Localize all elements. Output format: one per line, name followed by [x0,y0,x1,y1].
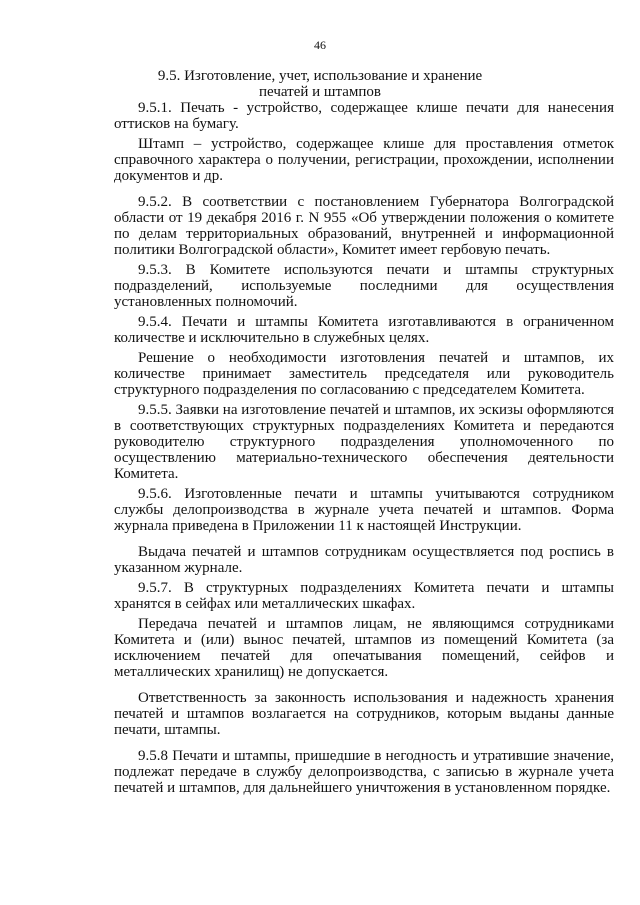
paragraph-9-5-2: 9.5.2. В соответствии с постановлением Губернатора Волгоградской области от 19 декабря 2016 г. N 955 «Об утверждении положения о комитете по делам территориальных образований, внутренней и информационной политики Волгоградской области», Комитет имеет гербовую печать. [114,194,614,258]
section-title-line-1: 9.5. Изготовление, учет, использование и хранение [157,68,483,84]
document-body [114,100,614,800]
paragraph-9-5-8: 9.5.8 Печати и штампы, пришедшие в негодность и утратившие значение, подлежат передаче в службу делопроизводства, с записью в журнале учета печатей и штампов, для дальнейшего уничтожения в установленном порядке. [114,748,614,796]
paragraph-9-5-3: 9.5.3. В Комитете используются печати и штампы структурных подразделений, используемые последними для осуществления установленных полномочий. [114,262,614,310]
paragraph-9-5-7: 9.5.7. В структурных подразделениях Комитета печати и штампы хранятся в сейфах или металлических шкафах. [114,580,614,612]
paragraph-transfer-prohibition: Передача печатей и штампов лицам, не являющимся сотрудниками Комитета и (или) вынос печатей, штампов из помещений Комитета (за исключением печатей для опечатывания помещений, сейфов и металлических хранилищ) не допускается. [114,616,614,680]
section-title [110,68,530,100]
paragraph-9-5-5: 9.5.5. Заявки на изготовление печатей и штампов, их эскизы оформляются в соответствующих структурных подразделениях Комитета и передаются руководителю структурного подразделения уполномоченного по осуществлению материально-технического обеспечения деятельности Комитета. [114,402,614,482]
paragraph-responsibility: Ответственность за законность использования и надежность хранения печатей и штампов возлагается на сотрудников, которым выданы данные печати, штампы. [114,690,614,738]
paragraph-decision: Решение о необходимости изготовления печатей и штампов, их количестве принимает заместитель председателя или руководитель структурного подразделения по согласованию с председателем Комитета. [114,350,614,398]
section-title-line-2: печатей и штампов [259,84,381,100]
paragraph-9-5-6: 9.5.6. Изготовленные печати и штампы учитываются сотрудником службы делопроизводства в журнале учета печатей и штампов. Форма журнала приведена в Приложении 11 к настоящей Инструкции. [114,486,614,534]
page-number: 46 [314,38,326,52]
paragraph-stamp-definition: Штамп – устройство, содержащее клише для проставления отметок справочного характера о получении, регистрации, прохождении, исполнении документов и др. [114,136,614,184]
paragraph-issuance: Выдача печатей и штампов сотрудникам осуществляется под роспись в указанном журнале. [114,544,614,576]
paragraph-9-5-4: 9.5.4. Печати и штампы Комитета изготавливаются в ограниченном количестве и исключительно в служебных целях. [114,314,614,346]
paragraph-9-5-1: 9.5.1. Печать - устройство, содержащее клише печати для нанесения оттисков на бумагу. [114,100,614,132]
